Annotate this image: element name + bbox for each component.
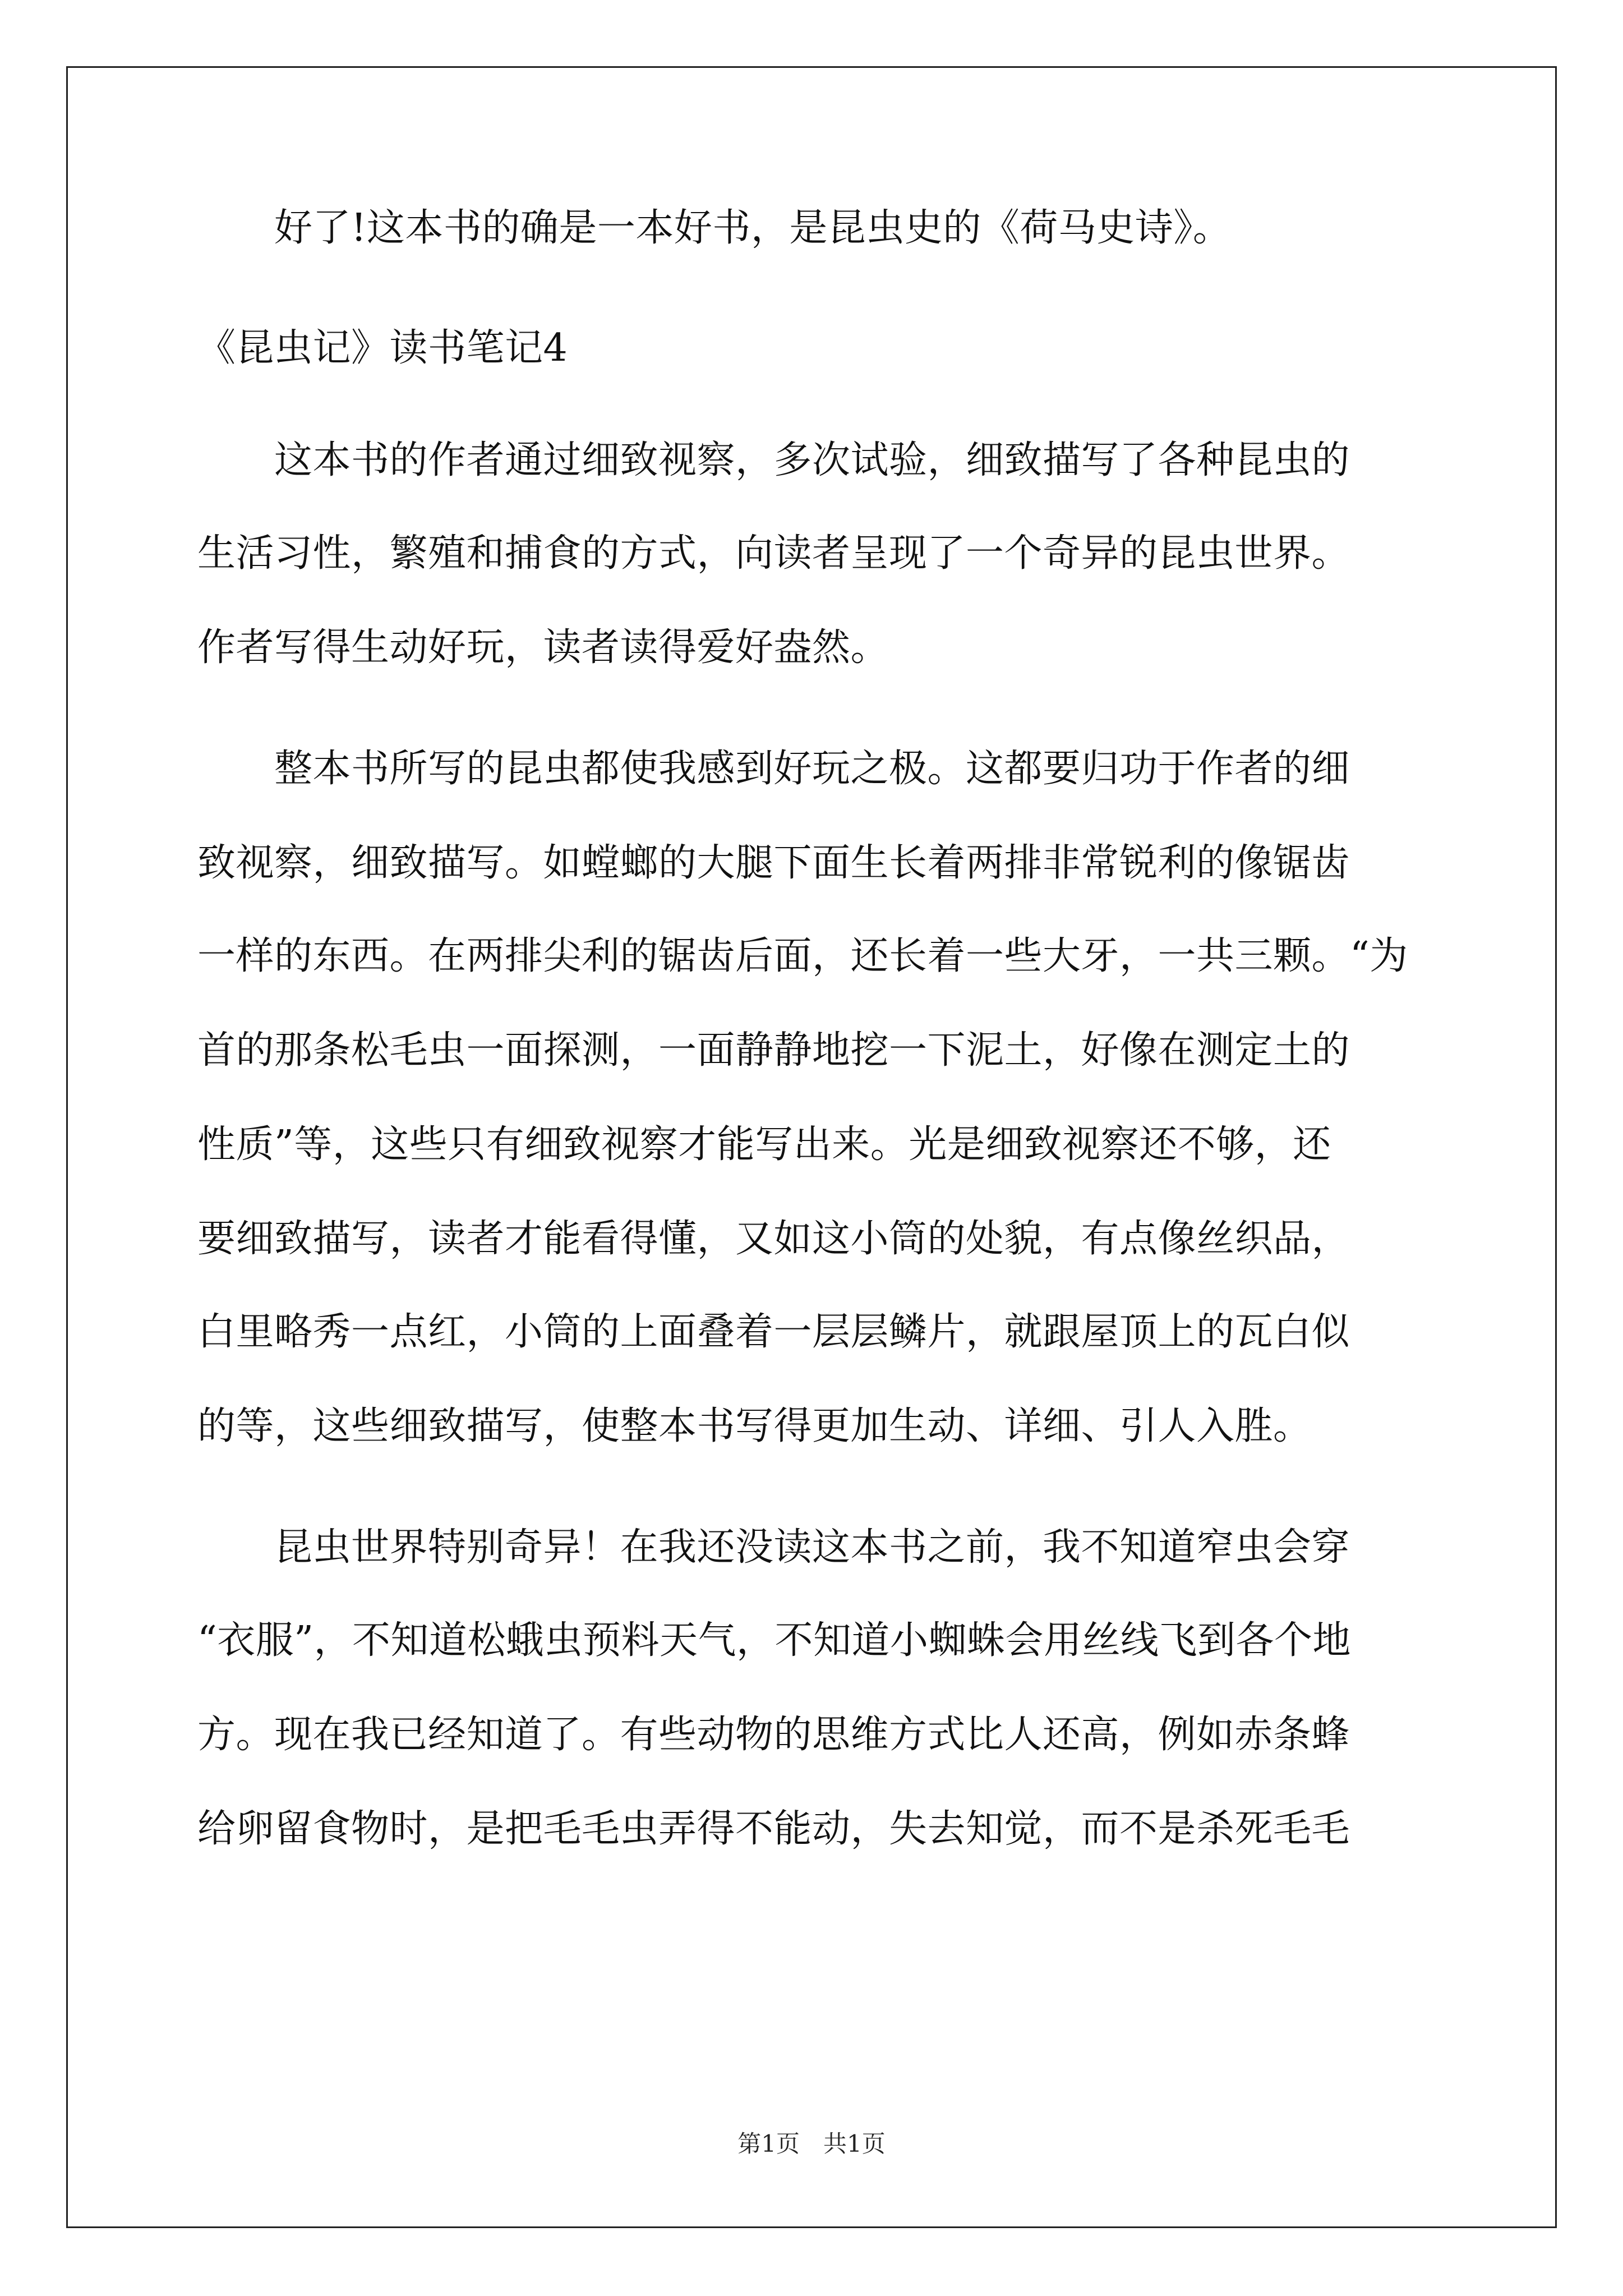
text-line: 作者写得生动好玩，读者读得爱好盎然。 bbox=[197, 625, 889, 670]
document-body bbox=[197, 0, 1431, 2296]
text-line: 整本书所写的昆虫都使我感到好玩之极。这都要归功于作者的细 bbox=[197, 747, 1350, 791]
text-line: 昆虫世界特别奇异！在我还没读这本书之前，我不知道窄虫会穿 bbox=[197, 1525, 1350, 1570]
text-line: 给卵留食物时，是把毛毛虫弄得不能动，失去知觉，而不是杀死毛毛 bbox=[197, 1807, 1350, 1851]
text-line: 《昆虫记》读书笔记4 bbox=[197, 326, 568, 370]
text-line: 要细致描写，读者才能看得懂，又如这小筒的处貌，有点像丝织品， bbox=[197, 1217, 1350, 1261]
text-line: 的等，这些细致描写，使整本书写得更加生动、详细、引人入胜。 bbox=[197, 1404, 1312, 1448]
text-line: 这本书的作者通过细致视察，多次试验，细致描写了各种昆虫的 bbox=[197, 438, 1350, 482]
text-line: 生活习性，繁殖和捕食的方式，向读者呈现了一个奇异的昆虫世界。 bbox=[197, 531, 1350, 576]
text-line: 首的那条松毛虫一面探测，一面静静地挖一下泥土，好像在测定土的 bbox=[197, 1028, 1350, 1073]
text-line: 性质”等，这些只有细致视察才能写出来。光是细致视察还不够，还 bbox=[197, 1122, 1331, 1167]
text-line: 方。现在我已经知道了。有些动物的思维方式比人还高，例如赤条蜂 bbox=[197, 1713, 1350, 1757]
text-line: 好了!这本书的确是一本好书，是昆虫史的《荷马史诗》。 bbox=[197, 206, 1232, 250]
page-footer: 第1页 共1页 bbox=[737, 2130, 886, 2157]
text-line: 致视察，细致描写。如螳螂的大腿下面生长着两排非常锐利的像锯齿 bbox=[197, 841, 1350, 885]
text-line: “衣服”，不知道松蛾虫预料天气，不知道小蜘蛛会用丝线飞到各个地 bbox=[197, 1618, 1352, 1663]
text-line: 一样的东西。在两排尖利的锯齿后面，还长着一些大牙，一共三颗。“为 bbox=[197, 934, 1408, 978]
text-line: 白里略秀一点红，小筒的上面叠着一层层鳞片，就跟屋顶上的瓦白似 bbox=[197, 1310, 1350, 1354]
